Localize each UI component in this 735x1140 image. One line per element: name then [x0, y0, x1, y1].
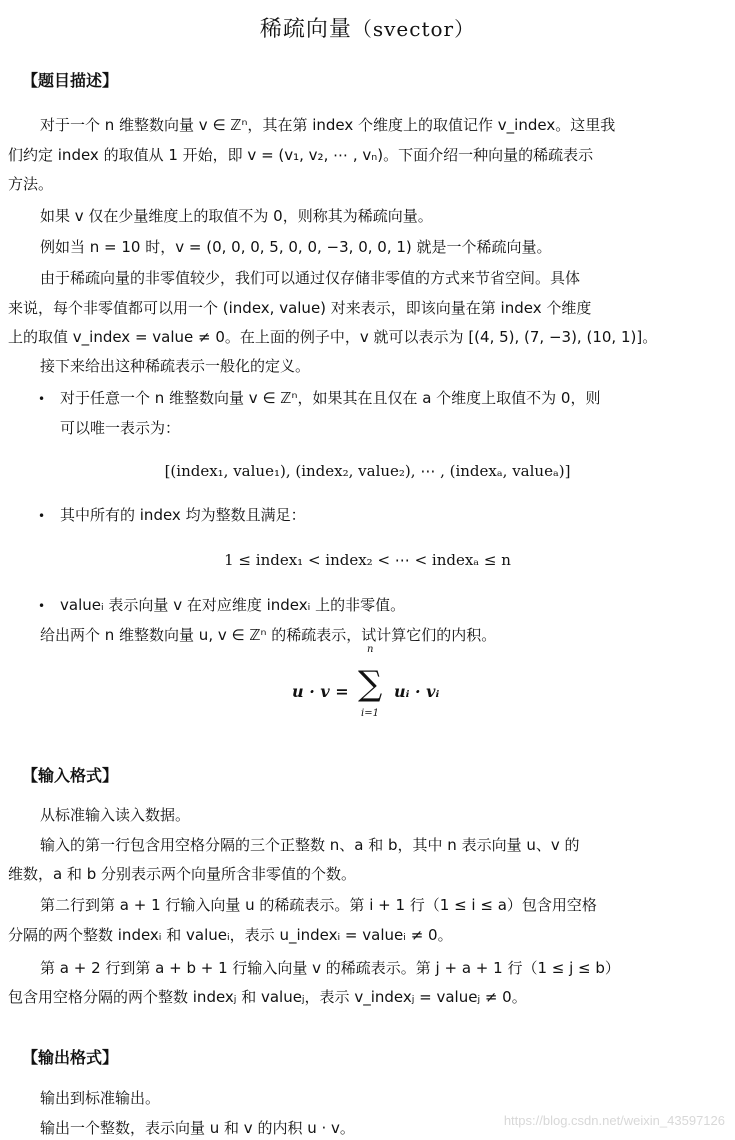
desc-line-7: 来说，每个非零值都可以用一个 (index, value) 对来表示，即该向量在第 index 个维度: [8, 299, 592, 317]
sum-lower: i=1: [361, 708, 379, 719]
bullet-dot-icon: •: [38, 599, 46, 613]
output-line-2: 输出一个整数，表示向量 u 和 v 的内积 u · v。: [40, 1119, 355, 1137]
title-cn: 稀疏向量: [259, 17, 352, 42]
desc-line-2: 们约定 index 的取值从 1 开始，即 v = (v₁, v₂, ⋯ , vₙ)。下面介绍一种向量的稀疏表示: [8, 146, 594, 164]
input-line-2: 输入的第一行包含用空格分隔的三个正整数 n、a 和 b，其中 n 表示向量 u、v 的: [40, 836, 580, 854]
output-line-1: 输出到标准输出。: [40, 1089, 161, 1107]
input-line-3: 维数，a 和 b 分别表示两个向量所含非零值的个数。: [8, 865, 357, 883]
heading-input: 【输入格式】: [22, 766, 119, 785]
sum-symbol: ∑: [358, 664, 383, 704]
formula-dot-product: [0, 640, 735, 730]
input-line-6: 第 a + 2 行到第 a + b + 1 行输入向量 v 的稀疏表示。第 j + a + 1 行（1 ≤ j ≤ b）: [40, 959, 620, 977]
bullet-text: valueᵢ 表示向量 v 在对应维度 indexᵢ 上的非零值。: [60, 596, 406, 614]
desc-line-9: 接下来给出这种稀疏表示一般化的定义。: [40, 357, 311, 375]
desc-line-4: 如果 v 仅在少量维度上的取值不为 0，则称其为稀疏向量。: [40, 207, 433, 225]
desc-line-3: 方法。: [8, 175, 54, 193]
bullet-item-1-cont: 可以唯一表示为：: [60, 419, 181, 437]
bullet-dot-icon: •: [38, 392, 46, 406]
heading-description: 【题目描述】: [22, 71, 119, 90]
input-line-5: 分隔的两个整数 indexᵢ 和 valueᵢ，表示 u_indexᵢ = valueᵢ ≠ 0。: [8, 926, 453, 944]
formula-representation: [(index₁, value₁), (index₂, value₂), ⋯ , (indexₐ, valueₐ)]: [164, 462, 571, 480]
input-line-4: 第二行到第 a + 1 行输入向量 u 的稀疏表示。第 i + 1 行（1 ≤ i ≤ a）包含用空格: [40, 896, 597, 914]
bullet-item-3: [38, 595, 405, 616]
heading-output: 【输出格式】: [22, 1048, 119, 1067]
dot-rhs: uᵢ · vᵢ: [394, 682, 440, 701]
bullet-dot-icon: •: [38, 509, 46, 523]
bullet-text: 对于任意一个 n 维整数向量 v ∈ ℤⁿ，如果其在且仅在 a 个维度上取值不为 0，则: [60, 389, 601, 407]
desc-line-8: 上的取值 v_index = value ≠ 0。在上面的例子中，v 就可以表示为 [(4, 5), (7, −3), (10, 1)]。: [8, 328, 658, 346]
task-statement: 给出两个 n 维整数向量 u, v ∈ ℤⁿ 的稀疏表示，试计算它们的内积。: [40, 626, 497, 644]
bullet-item-1: [38, 388, 600, 409]
bullet-item-2: [38, 505, 306, 526]
watermark: https://blog.csdn.net/weixin_43597126: [503, 1113, 725, 1128]
desc-line-6: 由于稀疏向量的非零值较少，我们可以通过仅存储非零值的方式来节省空间。具体: [40, 269, 581, 287]
page-title: [0, 12, 735, 43]
sum-upper: n: [367, 644, 374, 655]
desc-line-1: 对于一个 n 维整数向量 v ∈ ℤⁿ，其在第 index 个维度上的取值记作 v_index。这里我: [40, 116, 616, 134]
input-line-7: 包含用空格分隔的两个整数 indexⱼ 和 valueⱼ，表示 v_indexⱼ = valueⱼ ≠ 0。: [8, 988, 527, 1006]
bullet-text: 其中所有的 index 均为整数且满足：: [60, 506, 306, 524]
title-latin: （svector）: [351, 17, 476, 41]
formula-index-order: 1 ≤ index₁ < index₂ < ⋯ < indexₐ ≤ n: [224, 551, 511, 569]
desc-line-5: 例如当 n = 10 时，v = (0, 0, 0, 5, 0, 0, −3, 0, 0, 1) 就是一个稀疏向量。: [40, 238, 552, 256]
input-line-1: 从标准输入读入数据。: [40, 806, 191, 824]
dot-lhs: u · v =: [292, 682, 349, 701]
